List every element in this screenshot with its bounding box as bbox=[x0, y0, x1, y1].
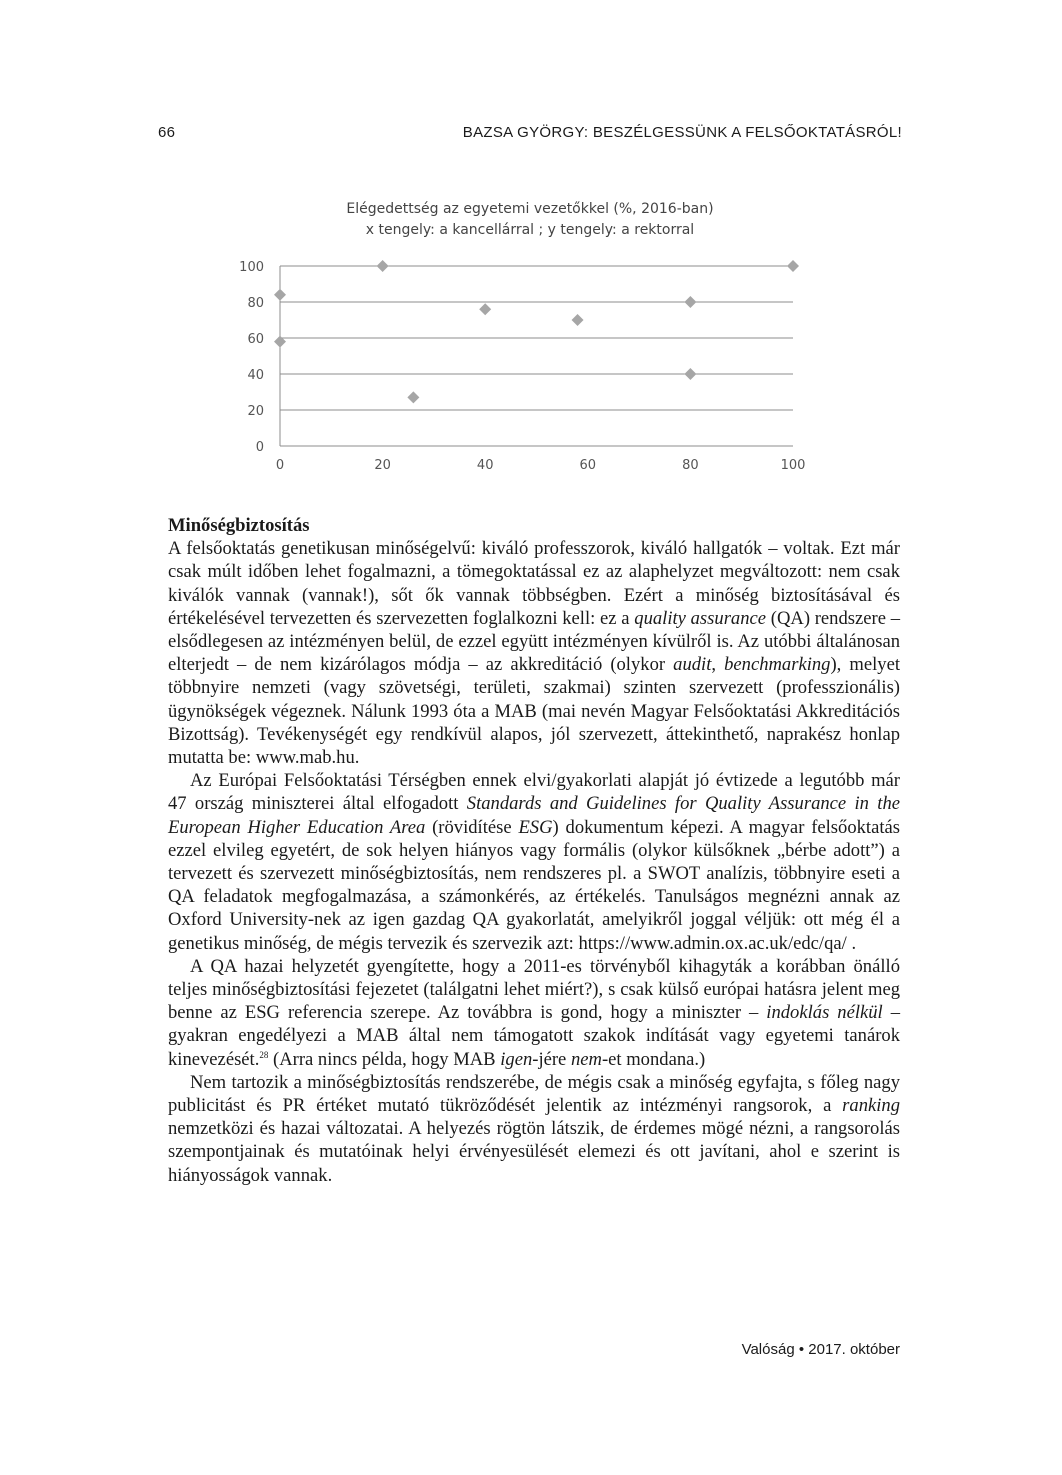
y-tick-label: 100 bbox=[239, 260, 264, 275]
data-point bbox=[684, 296, 696, 308]
x-tick-label: 60 bbox=[579, 458, 597, 473]
footnote-ref: 28 bbox=[259, 1049, 269, 1060]
chart-plot-area bbox=[230, 195, 830, 485]
data-point bbox=[377, 260, 389, 272]
paragraph-3 bbox=[168, 955, 900, 1071]
x-tick-label: 0 bbox=[275, 458, 285, 473]
italic-term: igen bbox=[500, 1048, 533, 1070]
italic-term: benchmarking bbox=[724, 654, 831, 676]
data-point bbox=[274, 289, 286, 301]
paragraph-2 bbox=[168, 769, 900, 955]
y-tick-label: 0 bbox=[255, 440, 264, 455]
scatter-chart bbox=[230, 195, 830, 485]
article-body bbox=[168, 514, 900, 1187]
paragraph-1 bbox=[168, 537, 900, 769]
paragraph-4 bbox=[168, 1071, 900, 1187]
chart-subtitle: x tengely: a kancellárral ; y tengely: a rektorral bbox=[365, 222, 695, 238]
x-tick-label: 20 bbox=[374, 458, 391, 473]
x-tick-label: 40 bbox=[476, 458, 494, 473]
italic-term: indoklás nélkül bbox=[766, 1002, 883, 1024]
data-point bbox=[787, 260, 799, 272]
italic-term: quality assurance bbox=[634, 607, 767, 629]
text-run: (rövidítése bbox=[425, 816, 519, 838]
running-header bbox=[158, 124, 902, 141]
x-tick-label: 100 bbox=[780, 458, 806, 473]
y-tick-label: 60 bbox=[247, 332, 264, 347]
text-run: ) dokumentum képezi. A magyar felsőoktatás ezzel elvileg egyetért, de sok helyen hiányos vagy formális (olykor külsőknek „bérbe adott”) a tervezett és szervezett minőségbiztosítás, nem rendszeres pl. a SWOT analízis, többnyire eseti a QA feladatok megfogalmazása, a számonkérés, az értékelés. Tanulságos megnézni annak az Oxford University-nek az igen gazdag QA gyakorlatát, amelyikről joggal véljük: ott még él a genetikus minőség, de mégis tervezik és szervezik azt: https://www.admin.ox.ac.uk/edc/qa/ . bbox=[168, 816, 901, 954]
y-tick-label: 20 bbox=[247, 404, 264, 419]
data-point bbox=[572, 314, 584, 326]
text-run: -jére bbox=[532, 1048, 571, 1070]
data-point bbox=[479, 303, 491, 315]
text-run: , bbox=[711, 654, 725, 676]
text-run: A QA hazai helyzetét gyengítette, hogy a 2011-es törvényből kihagyták a korábban önálló teljes minőségbiztosítási fejezetet (találgatni lehet miért?), s csak külső európai hatásra jelent meg benne az ESG referencia szerepe. Az továbbra is gond, hogy a miniszter – bbox=[168, 955, 900, 1024]
text-run: Az Európai Felsőoktatási Térségben ennek elvi/gyakorlati alapját jó évtizede a legutóbb már 47 ország miniszterei által elfogadott bbox=[168, 770, 900, 815]
running-title: BAZSA GYÖRGY: BESZÉLGESSÜNK A FELSŐOKTATÁSRÓL! bbox=[462, 124, 902, 141]
text-run: A felsőoktatás genetikusan minőségelvű: kiváló professzorok, kiváló hallgatók – voltak. Ezt már csak múlt időben lehet fogalmazni, a tömegoktatással ez az alaphelyzet megváltozott: nem csak kiválók vannak (vannak!), sőt ők vannak többségben. Ezért a minőség biztosításával és értékelésével tervezetten és szervezetten foglalkozni kell: ez a bbox=[168, 538, 900, 629]
italic-term: Standards and Guidelines for Quality Assurance in the European Higher Education Area bbox=[168, 793, 901, 838]
text-run: -et mondana.) bbox=[601, 1048, 706, 1070]
footer: Valóság • 2017. október bbox=[741, 1341, 900, 1358]
data-point bbox=[274, 336, 286, 348]
italic-term: audit bbox=[673, 654, 712, 676]
text-run: – gyakran engedélyezi a MAB által nem támogatott szakok indítását vagy egyetemi tanárok kinevezését. bbox=[168, 1002, 900, 1070]
text-run: ), melyet többnyire nemzeti (vagy szövetségi, területi, szakmai) szinten szervezett (professzionális) ügynökségek végeznek. Nálunk 1993 óta a MAB (mai nevén Magyar Felsőoktatási Akkreditációs Bizottság). Tevékenységét egy rendkívül alapos, jól szervezett, áttekinthető, naprakész honlap mutatta be: www.mab.hu. bbox=[168, 654, 900, 769]
italic-term: ranking bbox=[842, 1095, 900, 1117]
y-tick-label: 40 bbox=[247, 368, 264, 383]
text-run: (Arra nincs példa, hogy MAB bbox=[268, 1048, 501, 1070]
italic-term: ESG bbox=[518, 816, 553, 838]
y-tick-label: 80 bbox=[247, 296, 264, 311]
text-run: Nem tartozik a minőségbiztosítás rendszerébe, de mégis csak a minőség egyfajta, s főleg nagy publicitást és PR értéket mutató tükröződését jelentik az intézményi rangsorok, a bbox=[168, 1071, 900, 1117]
text-run: (QA) rendszere – elsődlegesen az intézményen belül, de ezzel együtt intézményen kívülről is. Az utóbbi általánosan elterjedt – de nem kizárólagos módja – az akkreditáció (olykor bbox=[168, 607, 900, 676]
x-tick-label: 80 bbox=[682, 458, 699, 473]
data-point bbox=[407, 391, 419, 403]
text-run: nemzetközi és hazai változatai. A helyezés rögtön látszik, de érdemes mögé nézni, a rangsorolás szempontjainak és mutatóinak helyi érvényesülését elemezi és ott javítani, ahol e szerint is hiányosságok vannak. bbox=[168, 1118, 900, 1186]
data-point bbox=[684, 368, 696, 380]
chart-title: Elégedettség az egyetemi vezetőkkel (%, 2016-ban) bbox=[346, 201, 714, 217]
section-heading: Minőségbiztosítás bbox=[168, 515, 310, 536]
italic-term: nem bbox=[570, 1048, 602, 1070]
page-number: 66 bbox=[158, 124, 176, 141]
